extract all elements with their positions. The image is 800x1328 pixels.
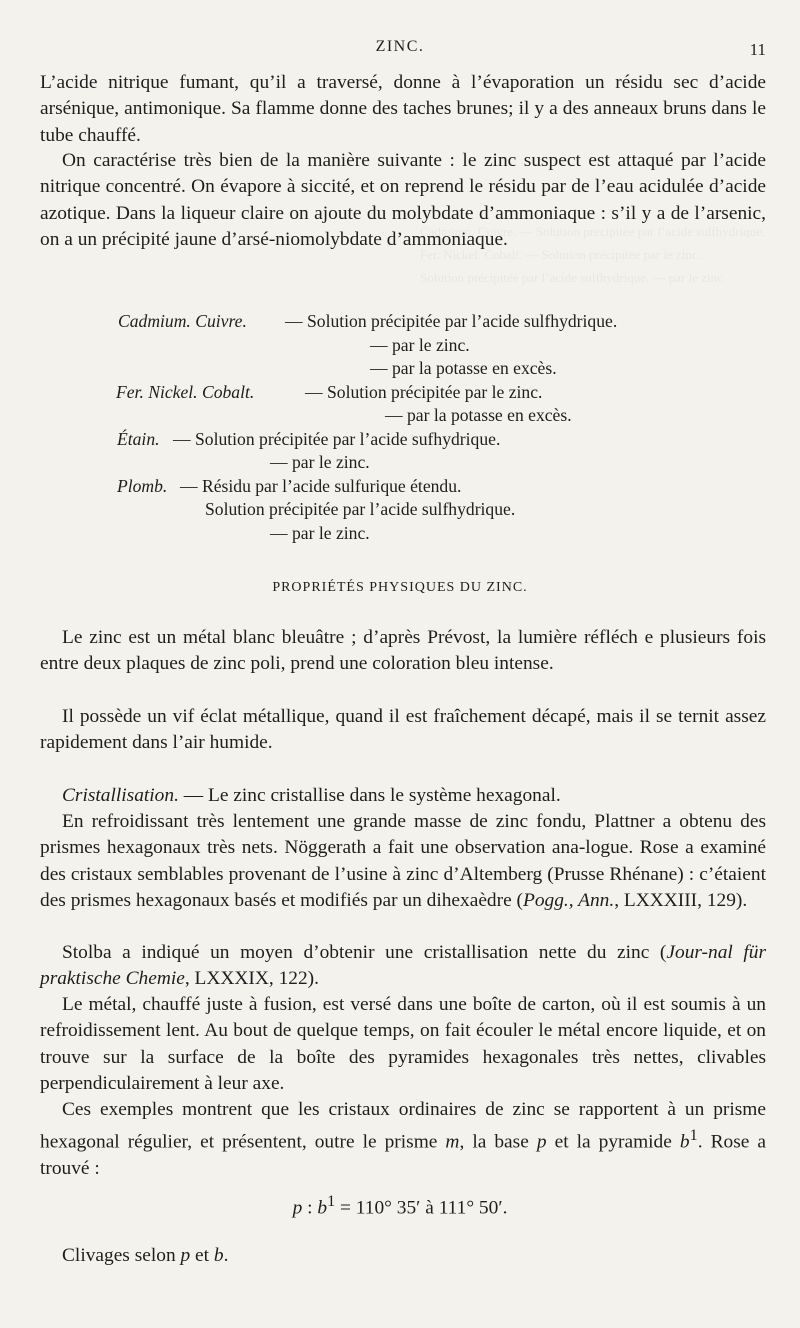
text-span: Stolba a indiqué un moyen d’obtenir une cristallisation nette du zinc (	[62, 942, 667, 963]
page-header	[0, 36, 800, 64]
list-item	[40, 404, 766, 428]
metal-separation-list	[40, 310, 766, 545]
text-span: , LXXXIX, 122).	[184, 968, 319, 990]
reference-poggendorff: Pogg., Ann.	[523, 890, 615, 912]
superscript: 1	[327, 1193, 336, 1210]
list-item	[40, 334, 766, 358]
paragraph-color: Le zinc est un métal blanc bleuâtre ; d’après Prévost, la lumière réfléch e plusieurs fois entre deux plaques de zinc poli, prend une coloration bleu intense.	[40, 627, 766, 675]
list-item	[40, 357, 766, 381]
symbol-p: p	[292, 1197, 303, 1219]
text-span: — Le zinc cristallise dans le système hexagonal.	[178, 785, 561, 806]
list-item-text: — Résidu par l’acide sulfurique étendu.	[180, 475, 462, 496]
running-title: ZINC.	[375, 38, 425, 55]
list-item-text: Solution précipitée par l’acide sulfhydrique.	[205, 499, 516, 519]
text-span: En refroidissant très lentement une grande masse de zinc fondu, Plattner a obtenu des prismes hexagonaux très nets. Nöggerath a fait une observation ana-logue. Rose a examiné des cristaux semblables provenant de l’usine à zinc d’Altemberg (Prusse Rhénane) : c’étaient des prismes hexagonaux basés et modifiés par un dihexaèdre (	[40, 811, 766, 912]
paragraph-examples	[40, 1097, 766, 1183]
text-span: Clivages selon	[62, 1245, 181, 1266]
paragraph-metal-cooling: Le métal, chauffé juste à fusion, est versé dans une boîte de carton, où il est soumis à un refroidissement lent. Au bout de quelque temps, on fait écouler le métal encore liquide, et on trouve sur la surface de la boîte des pyramides hexagonales très nettes, clivables perpendiculairement à leur axe.	[40, 994, 766, 1095]
metal-label-fer-nickel-cobalt: Fer. Nickel. Cobalt.	[116, 381, 255, 402]
text-span: .	[223, 1245, 229, 1266]
metal-label-etain: Étain.	[117, 428, 160, 449]
symbol-p: p	[180, 1245, 191, 1266]
symbol-b: b	[679, 1131, 690, 1153]
superscript: 1	[689, 1127, 698, 1145]
symbol-b: b	[317, 1197, 328, 1219]
metal-label-plomb: Plomb.	[117, 475, 168, 496]
bleed-line: Fer. Nickel. Cobalt. — Solution précipitée par le zinc.	[420, 247, 701, 262]
list-item	[40, 381, 766, 405]
list-item	[40, 310, 766, 334]
page-number: 11	[749, 40, 766, 59]
formula-value: = 110° 35′ à 111° 50′.	[335, 1197, 508, 1219]
text-span: :	[302, 1197, 318, 1219]
paragraph-arsenic-test: On caractérise très bien de la manière suivante : le zinc suspect est attaqué par l’acide nitrique concentré. On évapore à siccité, et on reprend le résidu par de l’eau acidulée d’acide azotique. Dans la liqueur claire on ajoute du molybdate d’ammoniaque : s’il y a de l’arsenic, on a un précipité jaune d’arsé-niomolybdate d’ammoniaque.	[40, 150, 766, 251]
paragraph-plattner-rose	[40, 809, 766, 915]
list-item-text: — Solution précipitée par l’acide sufhydrique.	[173, 428, 501, 449]
paragraph-cleavage	[40, 1243, 766, 1269]
section-heading: PROPRIÉTÉS PHYSIQUES DU ZINC.	[272, 580, 528, 595]
list-item-text: — par la potasse en excès.	[385, 405, 572, 425]
list-item-text: — par la potasse en excès.	[370, 358, 557, 378]
text-span: , LXXXIII, 129).	[614, 890, 748, 912]
angle-formula	[0, 1193, 800, 1219]
list-item	[40, 428, 766, 452]
list-item	[40, 451, 766, 475]
paragraph-stolba	[40, 940, 766, 993]
symbol-b: b	[213, 1245, 224, 1266]
paragraph-crystallization	[40, 783, 766, 809]
bleed-line: Cadmium. Cuivre. — Solution précipitée par l’acide sulfhydrique.	[420, 224, 766, 239]
list-item-text: — par le zinc.	[270, 522, 370, 543]
list-item	[40, 522, 766, 546]
reference-journal: Jour-nal für praktische Chemie	[40, 942, 767, 990]
list-item-text: — par le zinc.	[270, 452, 370, 472]
list-item-text: — Solution précipitée par l’acide sulfhydrique.	[285, 311, 618, 331]
text-span: et la pyramide	[546, 1131, 680, 1153]
list-item	[40, 498, 766, 522]
symbol-m: m	[445, 1131, 460, 1153]
paragraph-luster: Il possède un vif éclat métallique, quand il est fraîchement décapé, mais il se ternit assez rapidement dans l’air humide.	[40, 706, 766, 754]
list-item-text: — par le zinc.	[370, 334, 470, 355]
text-span: Ces exemples montrent que les cristaux ordinaires de zinc se rapportent à un prisme hexagonal régulier, et présentent, outre le prisme	[40, 1099, 766, 1153]
symbol-p: p	[536, 1131, 547, 1153]
subsection-title: Cristallisation.	[62, 785, 179, 806]
text-span: , la base	[459, 1131, 537, 1153]
paragraph-nitric-acid: L’acide nitrique fumant, qu’il a traversé, donne à l’évaporation un résidu sec d’acide arsénique, antimonique. Sa flamme donne des taches brunes; il y a des anneaux bruns dans le tube chauffé.	[40, 72, 766, 146]
metal-label-cadmium-cuivre: Cadmium. Cuivre.	[118, 311, 247, 331]
list-item	[40, 475, 766, 499]
bleed-line: Solution précipitée par l’acide sulfhydrique. — par le zinc.	[420, 270, 727, 285]
text-span: et	[190, 1245, 214, 1266]
text-span: . Rose a trouvé :	[40, 1131, 766, 1180]
list-item-text: — Solution précipitée par le zinc.	[305, 381, 543, 402]
